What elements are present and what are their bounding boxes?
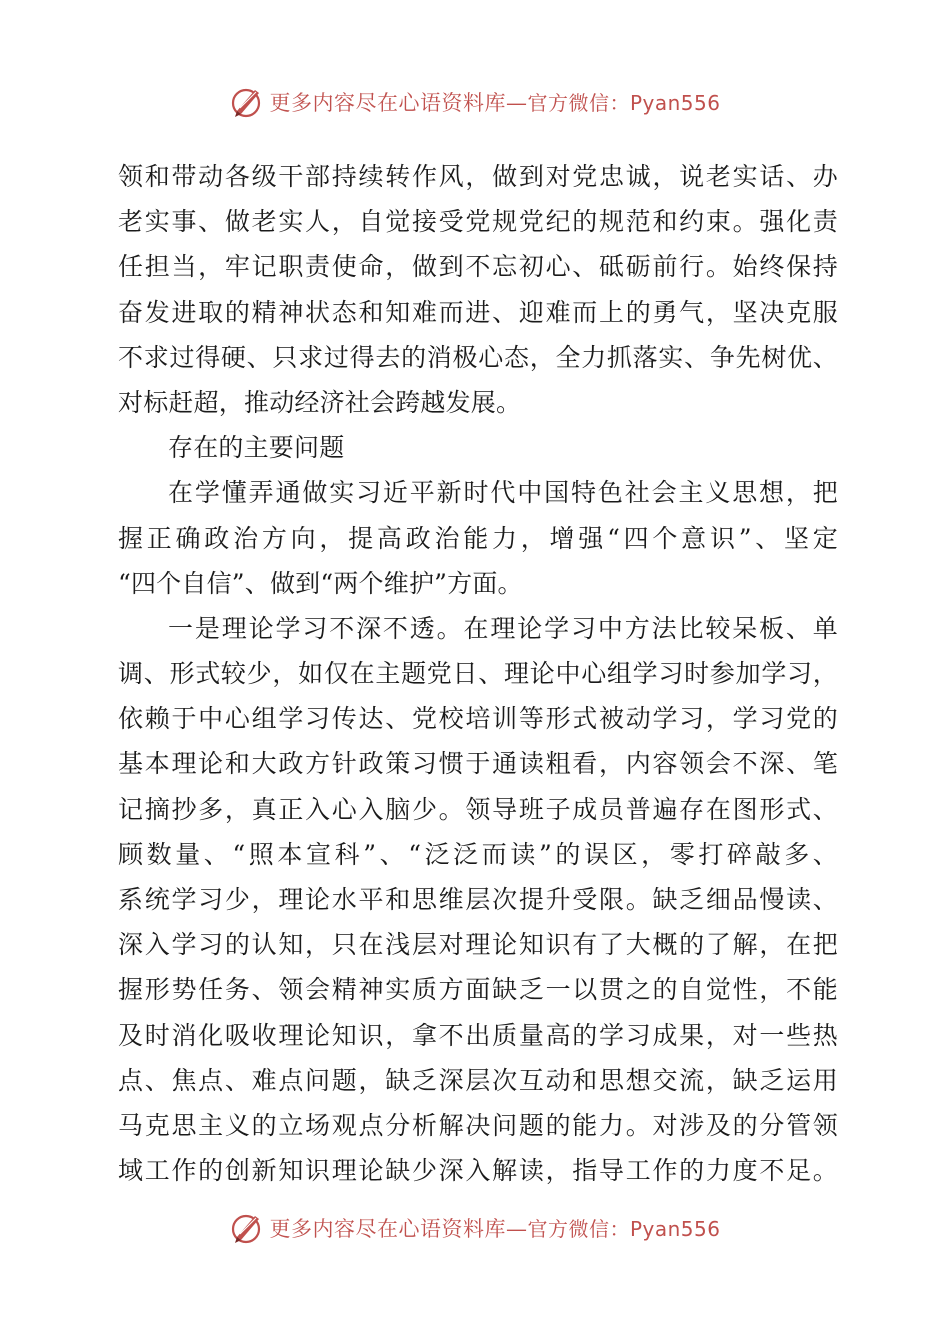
text-line: 握形势任务、领会精神实质方面缺乏一以贯之的自觉性，不能: [118, 975, 838, 1005]
text-line: 马克思主义的立场观点分析解决问题的能力。对涉及的分管领: [118, 1110, 838, 1140]
text-line: 一是理论学习不深不透。在理论学习中方法比较呆板、单: [168, 613, 838, 643]
text-line: 点、焦点、难点问题，缺乏深层次互动和思想交流，缺乏运用: [118, 1065, 838, 1095]
footer-wechat-id: 官方微信：Pyan556: [527, 1217, 721, 1241]
text-line: 系统学习少，理论水平和思维层次提升受限。缺乏细品慢读、: [118, 885, 838, 914]
header-banner: [0, 82, 950, 122]
text-line: “四个自信”、做到“两个维护”方面。: [118, 568, 523, 598]
text-line: 任担当，牢记职责使命，做到不忘初心、砥砺前行。始终保持: [118, 252, 838, 282]
pen-quill-logo-icon: [229, 1210, 265, 1246]
text-line: 依赖于中心组学习传达、党校培训等形式被动学习，学习党的: [118, 704, 838, 734]
pen-quill-logo-icon: [229, 84, 265, 120]
text-line: 领和带动各级干部持续转作风，做到对党忠诚，说老实话、办: [118, 162, 838, 191]
document-body: [118, 154, 838, 1193]
text-line: 顾数量、“照本宣科”、“泛泛而读”的误区，零打碎敲多、: [118, 839, 838, 869]
header-text-main: 更多内容尽在心语资料库—: [269, 91, 528, 115]
text-line: 调、形式较少，如仅在主题党日、理论中心组学习时参加学习，: [118, 659, 838, 689]
header-wechat-id: 官方微信：Pyan556: [527, 91, 721, 115]
text-line: 在学懂弄通做实习近平新时代中国特色社会主义思想，把: [168, 478, 838, 508]
text-line: 不求过得硬、只求过得去的消极心态，全力抓落实、争先树优、: [118, 342, 838, 372]
header-text: [269, 87, 720, 117]
text-line: 对标赶超，推动经济社会跨越发展。: [118, 387, 522, 417]
text-line: 基本理论和大政方针政策习惯于通读粗看，内容领会不深、笔: [118, 749, 838, 779]
footer-text: [269, 1213, 720, 1243]
text-line: 记摘抄多，真正入心入脑少。领导班子成员普遍存在图形式、: [118, 794, 838, 824]
text-line: 老实事、做老实人，自觉接受党规党纪的规范和约束。强化责: [118, 207, 838, 237]
text-line: 域工作的创新知识理论缺少深入解读，指导工作的力度不足。: [118, 1156, 838, 1186]
footer-banner: [0, 1208, 950, 1248]
text-line: 握正确政治方向，提高政治能力，增强“四个意识”、坚定: [118, 523, 838, 553]
text-line: 及时消化吸收理论知识，拿不出质量高的学习成果，对一些热: [118, 1020, 838, 1050]
footer-text-main: 更多内容尽在心语资料库—: [269, 1217, 528, 1241]
section-heading: 存在的主要问题: [168, 433, 345, 463]
text-line: 奋发进取的精神状态和知难而进、迎难而上的勇气，坚决克服: [118, 297, 838, 327]
text-line: 深入学习的认知，只在浅层对理论知识有了大概的了解，在把: [118, 930, 838, 960]
